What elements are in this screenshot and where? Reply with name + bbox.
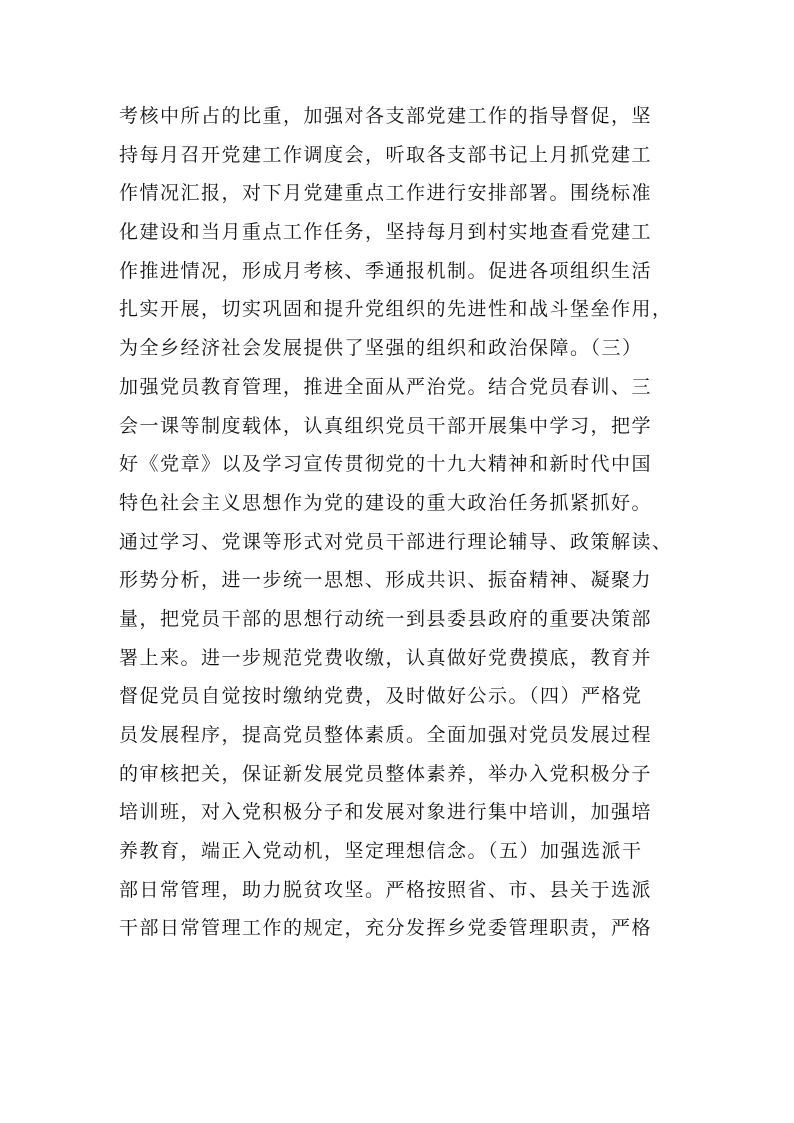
text-line: 为全乡经济社会发展提供了坚强的组织和政治保障。（三） — [119, 337, 643, 360]
text-line: 量，把党员干部的思想行动统一到县委县政府的重要决策部 — [119, 607, 653, 630]
text-line: 加强党员教育管理，推进全面从严治党。结合党员春训、三 — [119, 375, 653, 398]
text-line: 作情况汇报，对下月党建重点工作进行安排部署。围绕标准 — [119, 182, 653, 205]
text-line: 会一课等制度载体，认真组织党员干部开展集中学习，把学 — [119, 414, 653, 437]
text-line: 持每月召开党建工作调度会，听取各支部书记上月抓党建工 — [119, 143, 653, 166]
text-line: 养教育，端正入党动机，坚定理想信念。（五）加强选派干 — [119, 840, 643, 863]
text-line: 化建设和当月重点工作任务，坚持每月到村实地查看党建工 — [119, 221, 653, 244]
text-line: 扎实开展，切实巩固和提升党组织的先进性和战斗堡垒作用， — [119, 298, 673, 321]
text-line: 员发展程序，提高党员整体素质。全面加强对党员发展过程 — [119, 724, 653, 746]
text-line: 部日常管理，助力脱贫攻坚。严格按照省、市、县关于选派 — [119, 878, 653, 901]
text-line: 署上来。进一步规范党费收缴，认真做好党费摸底，教育并 — [119, 646, 653, 669]
text-line: 督促党员自觉按时缴纳党费，及时做好公示。（四）严格党 — [119, 685, 643, 708]
text-line: 通过学习、党课等形式对党员干部进行理论辅导、政策解读、 — [119, 530, 673, 553]
body-text — [119, 97, 699, 948]
text-line: 考核中所占的比重，加强对各支部党建工作的指导督促，坚 — [119, 105, 653, 127]
text-line: 的审核把关，保证新发展党员整体素养，举办入党积极分子 — [119, 762, 653, 785]
text-line: 作推进情况，形成月考核、季通报机制。促进各项组织生活 — [119, 259, 653, 282]
text-line: 形势分析，进一步统一思想、形成共识、振奋精神、凝聚力 — [119, 569, 653, 592]
text-line: 特色社会主义思想作为党的建设的重大政治任务抓紧抓好。 — [119, 491, 653, 514]
text-line: 好《党章》以及学习宣传贯彻党的十九大精神和新时代中国 — [119, 453, 653, 476]
text-line: 培训班，对入党积极分子和发展对象进行集中培训，加强培 — [119, 801, 653, 824]
text-line: 干部日常管理工作的规定，充分发挥乡党委管理职责，严格 — [119, 917, 653, 940]
